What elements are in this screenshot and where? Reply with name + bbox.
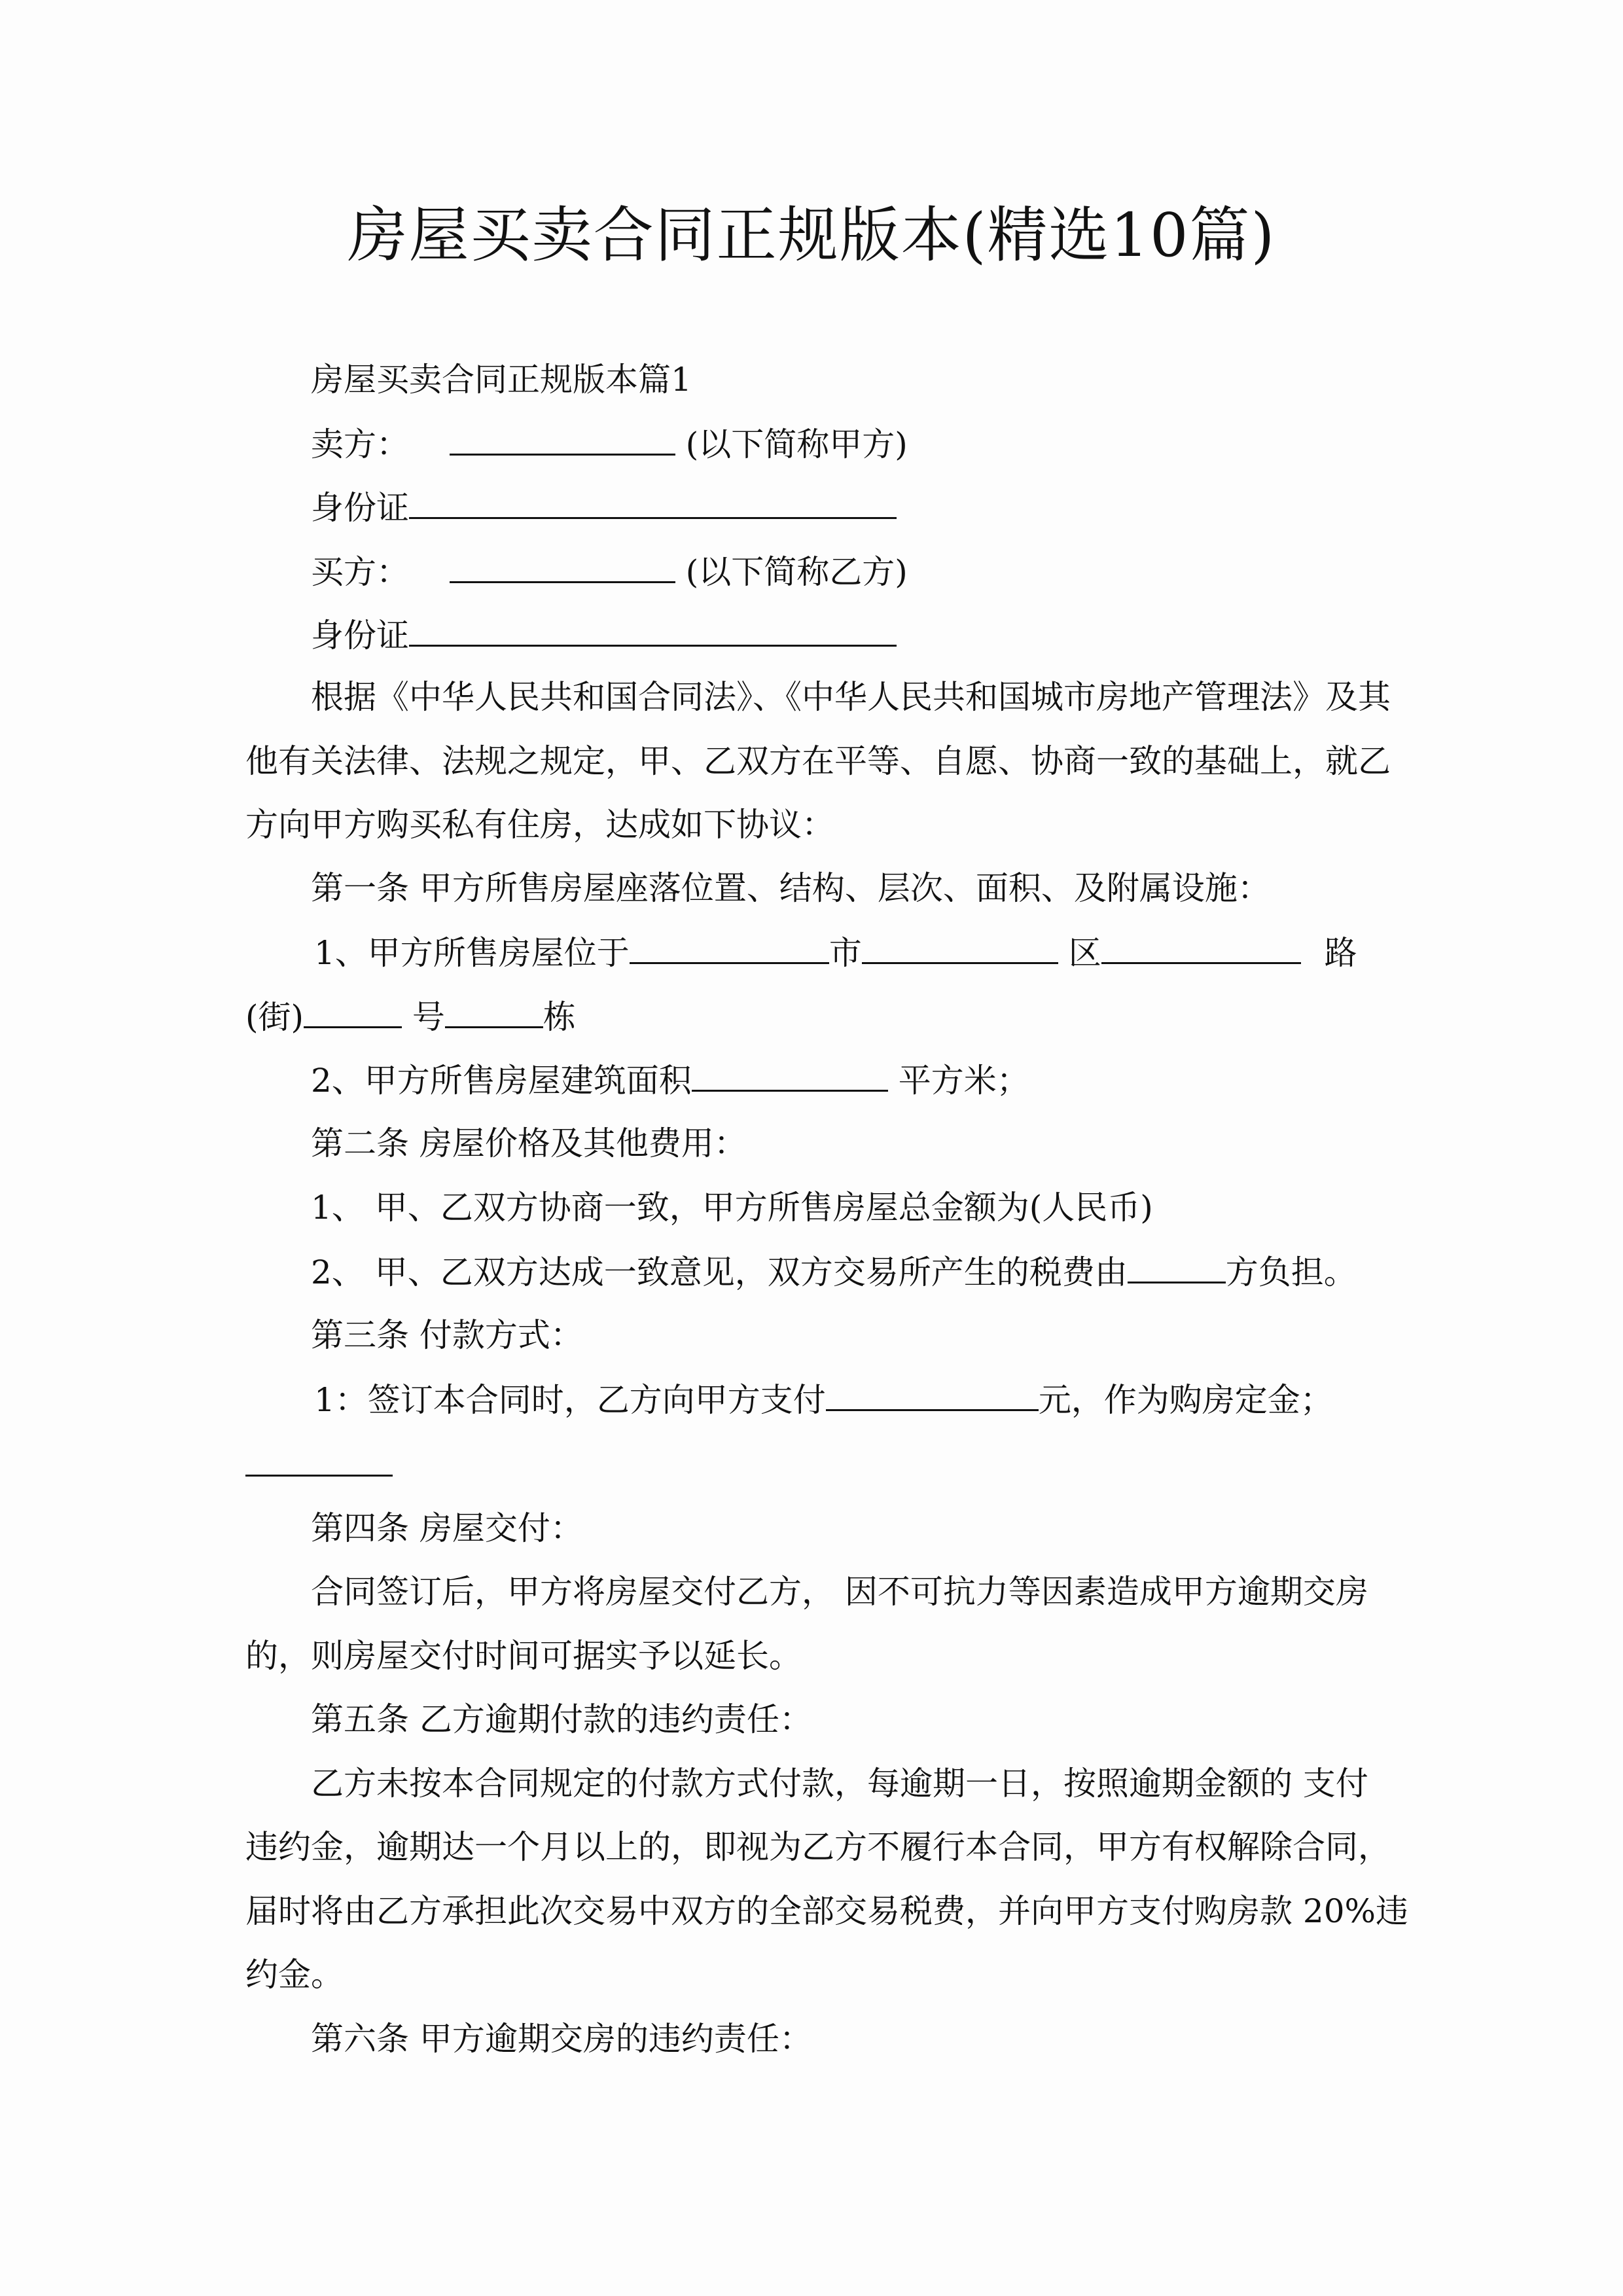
document-title: 房屋买卖合同正规版本(精选10篇)	[347, 200, 1276, 270]
tax-label: 2、 甲、乙双方达成一致意见，双方交易所产生的税费由	[311, 1253, 1128, 1291]
intro-line-3: 方向甲方购买私有住房，达成如下协议：	[245, 806, 834, 844]
road-label: 路	[1324, 934, 1357, 972]
building-blank[interactable]	[445, 994, 543, 1028]
buyer-name-blank[interactable]	[450, 548, 675, 583]
article2-heading: 第二条 房屋价格及其他费用：	[311, 1124, 747, 1162]
city-blank[interactable]	[630, 929, 829, 964]
area-label: 2、甲方所售房屋建筑面积	[311, 1062, 692, 1100]
article3-heading: 第三条 付款方式：	[311, 1316, 583, 1354]
article4-line-1: 合同签订后，甲方将房屋交付乙方， 因不可抗力等因素造成甲方逾期交房	[311, 1573, 1368, 1611]
seller-suffix: (以下简称甲方)	[685, 425, 908, 463]
article2-item1: 1、 甲、乙双方协商一致，甲方所售房屋总金额为(人民币)	[311, 1189, 1153, 1227]
district-label: 区	[1068, 934, 1101, 972]
buyer-label: 买方：	[311, 553, 409, 591]
buyer-suffix: (以下简称乙方)	[685, 553, 908, 591]
number-label: 号	[412, 998, 445, 1036]
article1-heading: 第一条 甲方所售房屋座落位置、结构、层次、面积、及附属设施：	[311, 869, 1270, 907]
street-number-blank[interactable]	[304, 994, 402, 1028]
tax-party-blank[interactable]	[1128, 1249, 1226, 1283]
buyer-id-blank[interactable]	[409, 612, 897, 647]
area-blank[interactable]	[692, 1057, 888, 1092]
street-label: (街)	[245, 998, 304, 1036]
seller-id-label: 身份证	[311, 489, 409, 527]
article5-line-1: 乙方未按本合同规定的付款方式付款，每逾期一日，按照逾期金额的 支付	[311, 1765, 1368, 1803]
seller-id-blank[interactable]	[409, 484, 897, 519]
article1-item1	[314, 929, 1357, 976]
seller-name-blank[interactable]	[450, 421, 675, 456]
deposit-suffix: 元，作为购房定金；	[1038, 1381, 1333, 1419]
city-label: 市	[829, 934, 862, 972]
building-label: 栋	[543, 998, 576, 1036]
district-blank[interactable]	[862, 929, 1058, 964]
deposit-amount-blank[interactable]	[826, 1376, 1039, 1411]
article5-line-3: 届时将由乙方承担此次交易中双方的全部交易税费，并向甲方支付购房款 20%违	[245, 1892, 1409, 1930]
intro-line-1: 根据《中华人民共和国合同法》、《中华人民共和国城市房地产管理法》及其	[311, 678, 1391, 716]
area-unit: 平方米；	[898, 1062, 1029, 1100]
article2-item2	[311, 1249, 1357, 1295]
section-heading: 房屋买卖合同正规版本篇1	[311, 361, 692, 399]
article4-line-2: 的，则房屋交付时间可据实予以延长。	[245, 1637, 802, 1675]
buyer-line	[311, 548, 908, 595]
tax-suffix: 方负担。	[1225, 1253, 1357, 1291]
article3-item1	[314, 1376, 1333, 1423]
separator-line	[245, 1475, 393, 1477]
intro-line-2: 他有关法律、法规之规定，甲、乙双方在平等、自愿、协商一致的基础上，就乙	[245, 742, 1391, 780]
buyer-id-label: 身份证	[311, 617, 409, 655]
article4-heading: 第四条 房屋交付：	[311, 1509, 583, 1547]
buyer-id-line	[311, 612, 897, 658]
article1-item2	[311, 1057, 1029, 1103]
article6-heading: 第六条 甲方逾期交房的违约责任：	[311, 2020, 812, 2058]
road-blank[interactable]	[1101, 929, 1301, 964]
article1-item1-cont	[245, 994, 576, 1040]
seller-line	[311, 421, 908, 467]
seller-label: 卖方：	[311, 425, 409, 463]
article5-line-2: 违约金，逾期达一个月以上的，即视为乙方不履行本合同，甲方有权解除合同，	[245, 1828, 1391, 1866]
seller-id-line	[311, 484, 897, 531]
article5-line-4: 约金。	[245, 1956, 344, 1994]
deposit-label: 1：签订本合同时，乙方向甲方支付	[314, 1381, 826, 1419]
article5-heading: 第五条 乙方逾期付款的违约责任：	[311, 1700, 812, 1738]
location-label: 1、甲方所售房屋位于	[314, 934, 630, 972]
